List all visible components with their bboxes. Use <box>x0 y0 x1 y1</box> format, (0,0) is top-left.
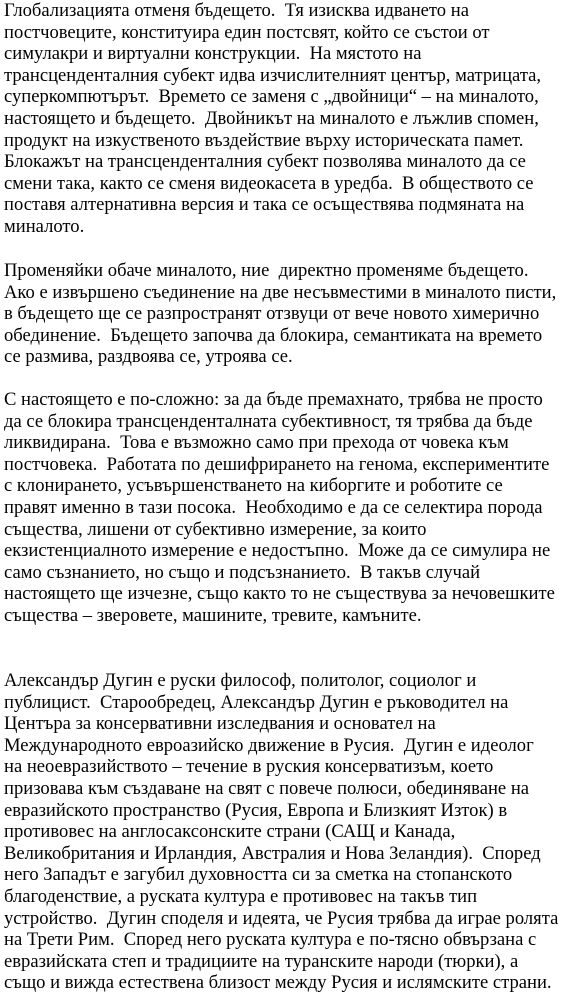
paragraph-present <box>4 389 555 627</box>
text-line: Блокажът на трансценденталния субект позволява миналото да се <box>4 151 526 173</box>
text-line: Променяйки обаче миналото, ние директно променяме бъдещето. <box>4 260 529 281</box>
document-page <box>4 0 578 994</box>
text-line: на Трети Рим. Според него руската култура е по-тясно обвързана с <box>4 929 537 951</box>
text-line: публицист. Старообредец, Александър Дугин е ръководител на <box>4 691 509 713</box>
text-line: постчовеците, конституира един постсвят, който се състои от <box>4 21 490 43</box>
text-line: същества – зверовете, машините, тревите, камъните. <box>4 604 422 626</box>
text-line: постчовека. Работата по дешифрирането на генома, експериментите <box>4 453 550 475</box>
text-line: Александър Дугин е руски философ, политолог, социолог и <box>4 670 477 691</box>
text-line: С настоящето е по-сложно: за да бъде премахнато, трябва не просто <box>4 389 543 410</box>
text-line: настоящето и бъдещето. Двойникът на миналото е лъжлив спомен, <box>4 107 539 129</box>
text-line: правят именно в тази посока. Необходимо е да се селектира порода <box>4 496 543 518</box>
text-line: с клонирането, усъвършенстването на киборгите и роботите се <box>4 475 503 497</box>
text-line: Глобализацията отменя бъдещето. Тя изисква идването на <box>4 0 469 21</box>
text-line: благоденствие, а руската култура е противовес на такъв тип <box>4 885 478 907</box>
text-line: Великобритания и Ирландия, Австралия и Нова Зеландия). Според <box>4 842 541 864</box>
text-line: суперкомпютърът. Времето се заменя с „двойници“ – на миналото, <box>4 86 539 108</box>
text-line: поставя алтернативна версия и така се осъществява подмяната на <box>4 194 525 216</box>
text-line: същества, лишени от субективно измерение, за които <box>4 518 427 540</box>
text-line: миналото. <box>4 215 85 237</box>
text-line: смени така, както се сменя видеокасета в уредба. В обществото се <box>4 172 534 194</box>
text-line: само съзнанието, но също и подсъзнанието. В такъв случай <box>4 561 481 583</box>
text-line: продукт на изкуственото въздействие върху историческата памет. <box>4 129 524 151</box>
text-line: устройство. Дугин споделя и идеята, че Русия трябва да играе ролята <box>4 907 559 929</box>
text-line: трансценденталния субект идва изчислителният център, матрицата, <box>4 64 542 86</box>
text-line: Центъра за консервативни изследвания и основател на <box>4 713 436 735</box>
text-line: се размива, раздвоява се, утроява се. <box>4 346 293 368</box>
text-line: настоящето ще изчезне, също както то не съществува за нечовешките <box>4 583 555 605</box>
paragraph-dugin-bio <box>4 670 558 994</box>
text-line: евразийското пространство (Русия, Европа и Близкият Изток) в <box>4 799 508 821</box>
paragraph-changing-past <box>4 260 556 368</box>
text-line: Ако е извършено съединение на две несъвместими в миналото писти, <box>4 281 557 303</box>
text-line: Международното евроазийско движение в Русия. Дугин е идеолог <box>4 734 534 756</box>
text-line: също и вижда естествена близост между Русия и ислямските страни. <box>4 972 552 994</box>
text-line: екзистенциалното измерение е недостъпно. Може да се симулира не <box>4 540 551 562</box>
text-line: да се блокира трансценденталната субективност, тя трябва да бъде <box>4 410 533 432</box>
text-line: в бъдещето ще се разпространят отзвуци от вече новото химерично <box>4 303 540 325</box>
text-line: на неоевразийството – течение в руския консерватизъм, което <box>4 756 494 778</box>
text-line: противовес на англосаксонските страни (САЩ и Канада, <box>4 821 456 843</box>
text-line: симулакри и виртуални конструкции. На мястото на <box>4 43 422 65</box>
text-line: него Западът е загубил духовността си за сметка на стопанското <box>4 864 513 886</box>
text-line: обединение. Бъдещето започва да блокира, семантиката на времето <box>4 324 543 346</box>
text-line: призовава към създаване на свят с повече полюси, обединяване на <box>4 777 530 799</box>
text-line: ликвидирана. Това е възможно само при прехода от човека към <box>4 432 509 454</box>
text-line: евразийската степ и традициите на туранските народи (тюрки), а <box>4 950 519 972</box>
paragraph-globalization <box>4 0 541 238</box>
